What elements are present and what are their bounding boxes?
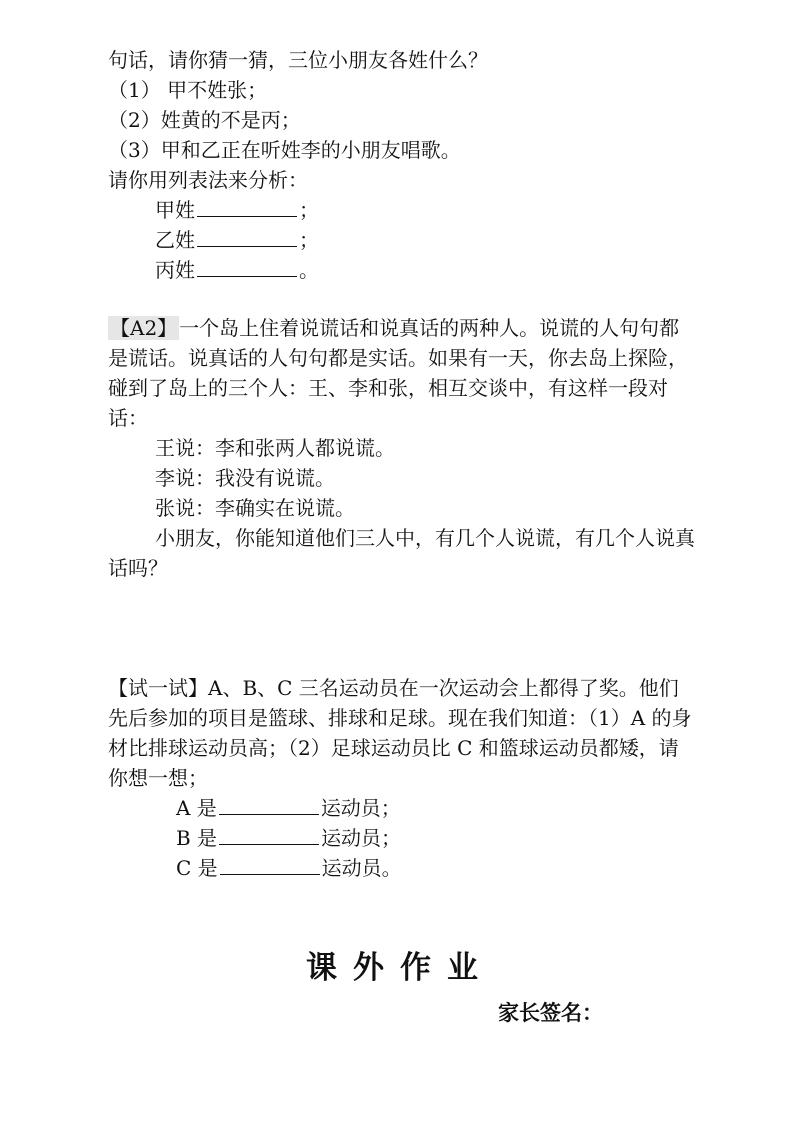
dialogue-line: 李说：我没有说谎。: [155, 466, 335, 490]
answer-blank[interactable]: [220, 854, 320, 875]
answer-row-b: [176, 823, 401, 853]
answer-blank[interactable]: [197, 196, 297, 217]
answer-row-a: [176, 793, 401, 823]
dialogue-line: 张说：李确实在说谎。: [155, 496, 355, 520]
answer-row-jia: [155, 195, 319, 225]
answer-end: 运动员。: [321, 856, 402, 880]
answer-blank[interactable]: [197, 226, 297, 247]
answer-row-yi: [155, 225, 319, 255]
problem1-condition-3: （3）甲和乙正在听姓李的小朋友唱歌。: [108, 138, 461, 162]
dialogue-line: 王说：李和张两人都说谎。: [155, 436, 395, 460]
answer-row-bing: [155, 255, 319, 285]
answer-row-c: [176, 853, 402, 883]
answer-blank[interactable]: [219, 824, 319, 845]
problem1-condition-1: （1） 甲不姓张；: [108, 78, 268, 102]
problem3-paragraph: [108, 673, 698, 793]
answer-label: B 是: [176, 826, 218, 850]
answer-label: 乙姓: [155, 228, 195, 252]
answer-blank[interactable]: [219, 794, 319, 815]
answer-label: A 是: [176, 796, 217, 820]
answer-end: ；: [299, 228, 319, 252]
answer-end: 。: [299, 258, 319, 282]
problem2-tag: 【A2】: [110, 316, 178, 340]
problem2-text: 一个岛上住着说谎话和说真话的两种人。说谎的人句句都是谎话。说真话的人句句都是实话。如果有一天，你去岛上探险，碰到了岛上的三个人：王、李和张，相互交谈中，有这样一段对话：: [108, 316, 688, 430]
problem1-intro: 句话，请你猜一猜，三位小朋友各姓什么？: [108, 48, 488, 72]
problem2-question: 小朋友，你能知道他们三人中，有几个人说谎，有几个人说真话吗？: [108, 526, 695, 580]
problem1-condition-2: （2）姓黄的不是丙；: [108, 108, 301, 132]
answer-end: 运动员；: [320, 796, 401, 820]
problem3-text: A、B、C 三名运动员在一次运动会上都得了奖。他们先后参加的项目是篮球、排球和足球。现在我们知道：（1）A 的身材比排球运动员高；（2）足球运动员比 C 和篮球运动员都矮，请你想一想；: [108, 676, 692, 790]
problem1-instruction: 请你用列表法来分析：: [108, 168, 308, 192]
answer-label: 甲姓: [155, 198, 195, 222]
page-title: 课外作业: [306, 950, 494, 986]
problem3-tag: 【试一试】: [108, 676, 208, 700]
answer-end: ；: [299, 198, 319, 222]
answer-label: 丙姓: [155, 258, 195, 282]
answer-blank[interactable]: [197, 256, 297, 277]
problem2-paragraph: [108, 313, 698, 433]
answer-end: 运动员；: [321, 826, 402, 850]
parent-signature-label: 家长签名：: [498, 1001, 603, 1025]
answer-label: C 是: [176, 856, 218, 880]
